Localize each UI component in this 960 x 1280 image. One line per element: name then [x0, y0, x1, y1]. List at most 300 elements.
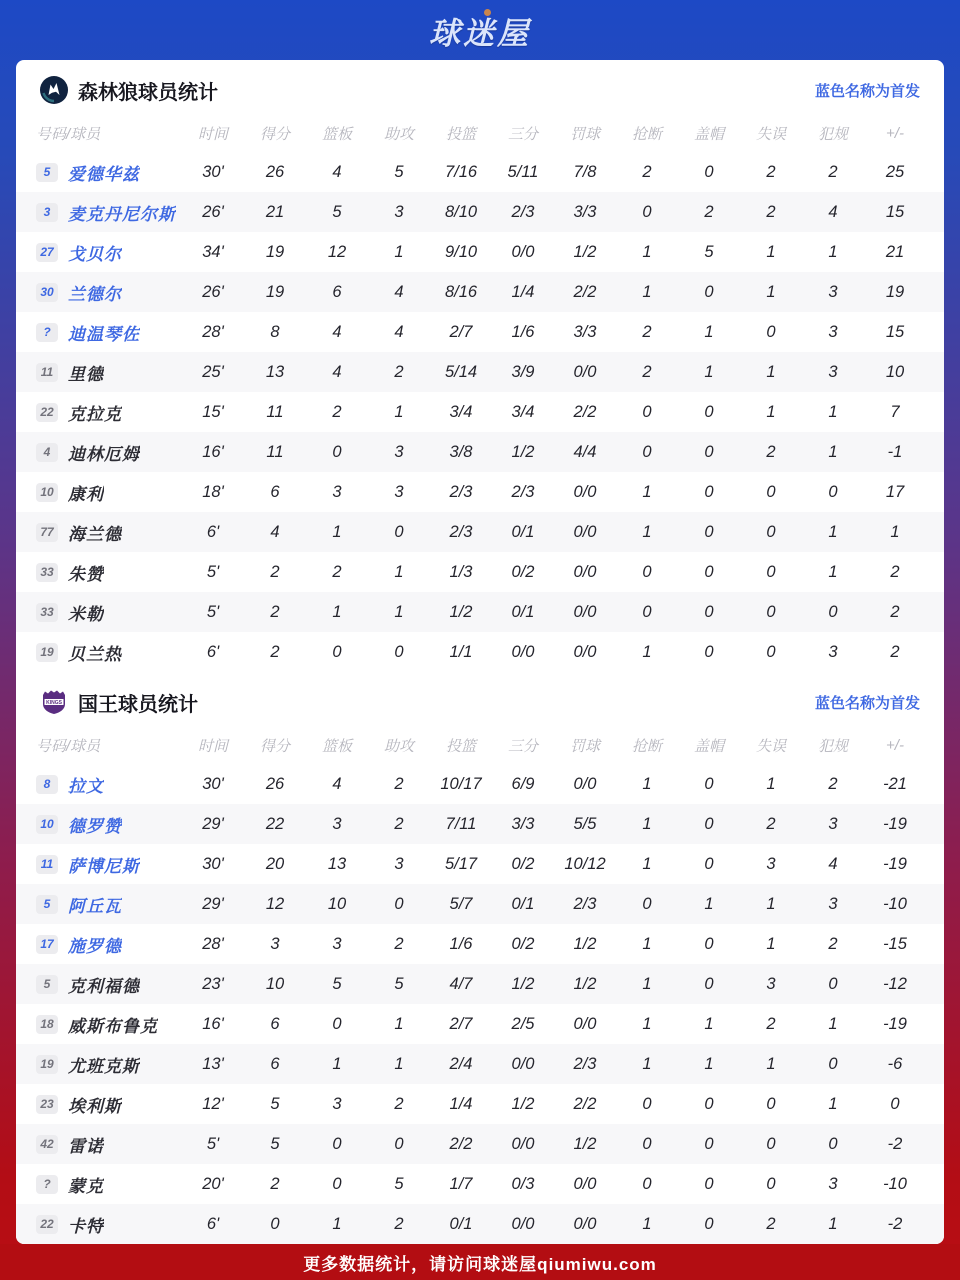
stat-cell: 1 [704, 894, 714, 913]
stat-cell: 1 [642, 482, 652, 501]
stat-cell: 3 [828, 322, 838, 341]
stat-cell: 20' [202, 1174, 224, 1193]
table-row [16, 392, 944, 432]
stat-cell: 10/12 [564, 854, 606, 873]
site-logo [429, 8, 531, 53]
stat-cell: 3 [828, 362, 838, 381]
player-cell [36, 560, 182, 585]
logo-accent-dot [484, 9, 491, 16]
stat-cell: 2/3 [449, 522, 473, 541]
stat-cell: 26 [265, 162, 285, 181]
stat-cell: 7/16 [444, 162, 478, 181]
stat-cell: 5 [394, 974, 404, 993]
stat-cell: 3/3 [573, 322, 597, 341]
stat-cell: 0 [642, 562, 652, 581]
table-row [16, 432, 944, 472]
stat-cell: 1 [766, 934, 776, 953]
player-cell [36, 1052, 182, 1077]
stat-cell: 0/0 [511, 242, 535, 261]
stat-cell: 1 [828, 1214, 838, 1233]
table-row [16, 1164, 944, 1204]
stat-cell: -2 [887, 1134, 903, 1153]
stat-cell: 3 [394, 442, 404, 461]
stat-cell: 4 [394, 282, 404, 301]
jersey-number-badge: 17 [36, 935, 58, 954]
player-name[interactable]: 米勒 [68, 604, 104, 624]
column-header: 抢断 [631, 125, 662, 143]
stat-cell: 1/2 [573, 974, 597, 993]
stat-cell: 5 [270, 1134, 280, 1153]
stat-cell: -10 [883, 894, 907, 913]
stat-cell: 0 [642, 602, 652, 621]
jersey-number-badge: 77 [36, 523, 58, 542]
stat-cell: 3 [766, 854, 776, 873]
column-header: 时间 [197, 125, 228, 143]
stat-cell: 0 [766, 562, 776, 581]
stat-cell: 0 [332, 1134, 342, 1153]
stat-cell: 15' [202, 402, 224, 421]
stat-cell: 5/14 [444, 362, 478, 381]
stat-cell: 0/0 [573, 362, 597, 381]
stat-cell: 2 [766, 1214, 776, 1233]
stat-cell: 1/6 [449, 934, 473, 953]
stat-cell: 1/2 [511, 1094, 535, 1113]
stat-cell: 0 [766, 322, 776, 341]
stat-cell: 2 [766, 202, 776, 221]
stat-cell: 0/0 [573, 522, 597, 541]
player-name[interactable]: 蒙克 [68, 1176, 104, 1196]
player-name[interactable]: 雷诺 [68, 1136, 104, 1156]
stat-cell: 1 [828, 442, 838, 461]
stat-cell: 0 [394, 642, 404, 661]
table-row [16, 764, 944, 804]
stat-cell: 1 [766, 402, 776, 421]
column-header: 号码/球员 [36, 737, 101, 755]
stat-cell: 0 [828, 482, 838, 501]
table-row [16, 352, 944, 392]
stat-cell: 1/3 [449, 562, 473, 581]
stat-cell: 28' [202, 934, 224, 953]
jersey-number-badge: 27 [36, 243, 58, 262]
stat-cell: 0 [828, 1134, 838, 1153]
stat-cell: 16' [202, 1014, 224, 1033]
table-row [16, 1004, 944, 1044]
player-cell [36, 280, 182, 305]
stat-cell: 1 [828, 522, 838, 541]
column-header: 助攻 [383, 125, 414, 143]
stat-cell: 11 [266, 442, 284, 461]
jersey-number-badge: 10 [36, 483, 58, 502]
table-row [16, 1044, 944, 1084]
stat-cell: 2/2 [573, 1094, 597, 1113]
stat-cell: 12 [265, 894, 285, 913]
stat-cell: 1 [766, 894, 776, 913]
stat-cell: 6' [206, 522, 220, 541]
site-logo-text: 球迷屋 [429, 15, 531, 51]
stat-cell: 0 [332, 1014, 342, 1033]
player-name[interactable]: 里德 [68, 364, 104, 384]
stat-cell: 5 [332, 202, 342, 221]
stat-cell: 29' [202, 894, 224, 913]
player-name[interactable]: 朱赞 [68, 564, 104, 584]
jersey-number-badge: 5 [36, 895, 58, 914]
player-cell [36, 200, 182, 225]
player-name[interactable]: 迪温琴佐 [68, 324, 140, 344]
stat-cell: 0/1 [511, 602, 535, 621]
player-name[interactable]: 萨博尼斯 [68, 856, 140, 876]
stat-cell: 3 [332, 1094, 342, 1113]
jersey-number-badge: 33 [36, 563, 58, 582]
stat-cell: 5/7 [449, 894, 473, 913]
player-name[interactable]: 威斯布鲁克 [68, 1016, 158, 1036]
stat-cell: 0/0 [573, 774, 597, 793]
stat-cell: 12' [202, 1094, 224, 1113]
jersey-number-badge: 8 [36, 775, 58, 794]
stat-cell: 0 [642, 1094, 652, 1113]
stat-cell: 1/2 [573, 242, 597, 261]
stat-cell: 0 [704, 522, 714, 541]
jersey-number-badge: 30 [36, 283, 58, 302]
column-header-row [16, 114, 944, 152]
player-name[interactable]: 爱德华兹 [68, 164, 140, 184]
stat-cell: -6 [887, 1054, 903, 1073]
stat-cell: -19 [883, 1014, 907, 1033]
stat-cell: 18' [202, 482, 224, 501]
stat-cell: 1/4 [511, 282, 535, 301]
stat-cell: 1 [394, 1054, 404, 1073]
column-header: 得分 [259, 737, 290, 755]
top-header-bar [0, 0, 960, 60]
player-name[interactable]: 卡特 [68, 1216, 104, 1236]
column-header: 犯规 [817, 737, 848, 755]
stat-cell: 1/2 [573, 934, 597, 953]
stat-cell: 0 [394, 522, 404, 541]
stat-cell: 1 [394, 242, 404, 261]
stat-cell: 25' [202, 362, 224, 381]
stat-cell: 0 [704, 1134, 714, 1153]
stat-cell: 2/5 [511, 1014, 535, 1033]
stat-cell: 3 [828, 814, 838, 833]
jersey-number-badge: 42 [36, 1135, 58, 1154]
timberwolves-logo-icon [40, 76, 68, 104]
stat-cell: 21 [885, 242, 905, 261]
jersey-number-badge: 19 [36, 1055, 58, 1074]
stat-cell: 0 [766, 482, 776, 501]
stat-cell: 3 [332, 814, 342, 833]
stat-cell: 6 [270, 482, 280, 501]
stat-cell: 1 [642, 1054, 652, 1073]
player-name[interactable]: 阿丘瓦 [68, 896, 122, 916]
stat-cell: 1 [642, 854, 652, 873]
stat-cell: 7/8 [573, 162, 597, 181]
stat-cell: 0 [332, 642, 342, 661]
column-header: 犯规 [817, 125, 848, 143]
stat-cell: 30' [202, 162, 224, 181]
stat-cell: 8/16 [444, 282, 478, 301]
player-name[interactable]: 施罗德 [68, 936, 122, 956]
column-header: 时间 [197, 737, 228, 755]
starter-legend: 蓝色名称为首发 [814, 82, 920, 100]
stat-cell: 1 [642, 522, 652, 541]
stat-cell: 1 [828, 242, 838, 261]
stat-cell: 1 [828, 562, 838, 581]
stat-cell: 3 [394, 202, 404, 221]
stat-cell: 26' [202, 282, 224, 301]
section-header [16, 60, 944, 114]
stat-cell: 5/17 [444, 854, 478, 873]
stat-cell: 0 [704, 562, 714, 581]
jersey-number-badge: 10 [36, 815, 58, 834]
stat-cell: 3/4 [449, 402, 473, 421]
stat-cell: 3 [270, 934, 280, 953]
stat-cell: 1 [332, 522, 342, 541]
stat-cell: 1 [704, 1054, 714, 1073]
player-name[interactable]: 兰德尔 [68, 284, 122, 304]
stat-cell: 2 [270, 642, 280, 661]
player-name[interactable]: 麦克丹尼尔斯 [68, 204, 176, 224]
stat-cell: 0 [704, 854, 714, 873]
stat-cell: 2 [270, 1174, 280, 1193]
column-header: 得分 [259, 125, 290, 143]
stat-cell: 0 [704, 282, 714, 301]
stat-cell: 0/1 [449, 1214, 473, 1233]
stat-cell: 7 [890, 402, 900, 421]
jersey-number-badge: ? [36, 1175, 58, 1194]
stat-cell: 3/3 [511, 814, 535, 833]
stat-cell: 10/17 [440, 774, 482, 793]
stat-cell: 1 [332, 602, 342, 621]
player-cell [36, 320, 182, 345]
stat-cell: 3 [828, 894, 838, 913]
stat-cell: 0/2 [511, 934, 535, 953]
stat-cell: 2 [890, 642, 900, 661]
player-rows [16, 764, 944, 1244]
footer-text: 更多数据统计，请访问球迷屋qiumiwu.com [303, 1254, 657, 1274]
stat-cell: 34' [202, 242, 224, 261]
stat-cell: 3 [394, 482, 404, 501]
stat-cell: 0 [766, 1174, 776, 1193]
stat-cell: 3/4 [511, 402, 535, 421]
player-name[interactable]: 拉文 [68, 776, 104, 796]
player-cell [36, 240, 182, 265]
stat-cell: -10 [883, 1174, 907, 1193]
stat-cell: 6' [206, 1214, 220, 1233]
stat-cell: 1 [394, 402, 404, 421]
stat-cell: -1 [887, 442, 903, 461]
player-name[interactable]: 埃利斯 [68, 1096, 122, 1116]
stat-cell: 6 [332, 282, 342, 301]
stat-cell: 1 [642, 1014, 652, 1033]
stat-cell: 3 [828, 282, 838, 301]
player-name[interactable]: 克利福德 [68, 976, 140, 996]
stat-cell: 23' [202, 974, 224, 993]
column-header: 助攻 [383, 737, 414, 755]
stat-cell: 1 [332, 1214, 342, 1233]
stat-cell: 2 [394, 362, 404, 381]
stat-cell: 2 [828, 934, 838, 953]
stat-cell: 2 [270, 602, 280, 621]
stat-cell: 0/0 [511, 642, 535, 661]
stat-cell: 0 [828, 602, 838, 621]
column-header: 盖帽 [693, 737, 724, 755]
player-name[interactable]: 戈贝尔 [68, 244, 122, 264]
stat-cell: 11 [266, 402, 284, 421]
stat-cell: 5 [394, 162, 404, 181]
player-cell [36, 1172, 182, 1197]
stat-cell: 3 [332, 934, 342, 953]
player-name[interactable]: 德罗赞 [68, 816, 122, 836]
stat-cell: 4/4 [573, 442, 597, 461]
stat-cell: 0 [890, 1094, 900, 1113]
player-cell [36, 892, 182, 917]
stat-cell: 0/2 [511, 562, 535, 581]
section-kings [16, 672, 944, 1244]
player-cell [36, 1132, 182, 1157]
stat-cell: 1 [766, 362, 776, 381]
stat-cell: 4 [332, 322, 342, 341]
stat-cell: 6' [206, 642, 220, 661]
stat-cell: 2/3 [573, 1054, 597, 1073]
stat-cell: 21 [265, 202, 285, 221]
stat-cell: 1/2 [573, 1134, 597, 1153]
stat-cell: 0 [704, 934, 714, 953]
column-header: 三分 [507, 737, 538, 755]
stat-cell: 2/3 [573, 894, 597, 913]
player-name[interactable]: 海兰德 [68, 524, 122, 544]
stat-cell: 26 [265, 774, 285, 793]
player-name[interactable]: 克拉克 [68, 404, 122, 424]
player-cell [36, 852, 182, 877]
player-cell [36, 1092, 182, 1117]
stat-cell: 0 [704, 814, 714, 833]
player-cell [36, 1212, 182, 1237]
stat-cell: 2 [642, 362, 652, 381]
stat-cell: 2/2 [573, 402, 597, 421]
column-header: +/- [886, 124, 904, 142]
table-row [16, 964, 944, 1004]
stat-cell: 1/2 [511, 442, 535, 461]
player-cell [36, 640, 182, 665]
stat-cell: 4 [332, 362, 342, 381]
stat-cell: 13 [327, 854, 347, 873]
table-row [16, 272, 944, 312]
stat-cell: 28' [202, 322, 224, 341]
stat-cell: 0 [332, 442, 342, 461]
jersey-number-badge: 19 [36, 643, 58, 662]
player-name[interactable]: 康利 [68, 484, 104, 504]
column-header: 投篮 [445, 125, 476, 143]
column-header: +/- [886, 736, 904, 754]
player-rows [16, 152, 944, 672]
player-name[interactable]: 迪林厄姆 [68, 444, 140, 464]
stat-cell: 1/1 [449, 642, 473, 661]
stat-cell: 1 [642, 642, 652, 661]
stat-cell: 0 [766, 1134, 776, 1153]
stat-cell: 0/0 [573, 1174, 597, 1193]
column-header: 失误 [755, 737, 786, 755]
stat-cell: 5 [270, 1094, 280, 1113]
stat-cell: 1 [704, 362, 714, 381]
stat-cell: 2 [332, 402, 342, 421]
jersey-number-badge: 18 [36, 1015, 58, 1034]
stat-cell: 1 [332, 1054, 342, 1073]
stat-cell: 1 [890, 522, 900, 541]
table-row [16, 592, 944, 632]
stat-cell: 2 [766, 814, 776, 833]
jersey-number-badge: 22 [36, 403, 58, 422]
stat-cell: 0 [332, 1174, 342, 1193]
player-cell [36, 520, 182, 545]
stat-cell: 1 [642, 814, 652, 833]
stat-cell: 0 [704, 1214, 714, 1233]
table-row [16, 1204, 944, 1244]
stat-cell: 0/0 [573, 1214, 597, 1233]
stat-cell: 6/9 [511, 774, 535, 793]
section-header [16, 672, 944, 726]
stat-cell: -15 [883, 934, 907, 953]
stat-cell: 1 [642, 974, 652, 993]
stat-cell: 25 [885, 162, 905, 181]
stat-cell: -19 [883, 814, 907, 833]
stat-cell: -21 [883, 774, 907, 793]
stat-cell: 15 [885, 202, 905, 221]
column-header: 号码/球员 [36, 125, 101, 143]
stats-card [16, 60, 944, 1244]
stat-cell: 0 [828, 974, 838, 993]
stat-cell: 2 [890, 602, 900, 621]
section-timberwolves [16, 60, 944, 672]
stat-cell: 4 [332, 162, 342, 181]
stat-cell: 1/6 [511, 322, 535, 341]
stat-cell: 1 [394, 1014, 404, 1033]
player-cell [36, 160, 182, 185]
stat-cell: 3/8 [449, 442, 473, 461]
player-cell [36, 400, 182, 425]
stat-cell: 2 [828, 774, 838, 793]
table-row [16, 152, 944, 192]
stat-cell: 2 [642, 162, 652, 181]
stat-cell: 0 [394, 894, 404, 913]
stat-cell: 9/10 [444, 242, 478, 261]
table-row [16, 1084, 944, 1124]
table-row [16, 632, 944, 672]
stat-cell: 8/10 [444, 202, 478, 221]
stat-cell: 4/7 [449, 974, 473, 993]
stat-cell: 1 [642, 774, 652, 793]
stat-cell: 12 [327, 242, 347, 261]
stat-cell: 15 [885, 322, 905, 341]
section-title: 森林狼球员统计 [78, 81, 218, 104]
jersey-number-badge: 5 [36, 975, 58, 994]
stat-cell: -12 [883, 974, 907, 993]
column-header: 篮板 [321, 125, 352, 143]
stat-cell: 4 [394, 322, 404, 341]
stat-cell: 4 [828, 854, 838, 873]
stat-cell: 1 [766, 774, 776, 793]
stat-cell: 1 [642, 282, 652, 301]
stat-cell: 0 [766, 602, 776, 621]
jersey-number-badge: 5 [36, 163, 58, 182]
player-name[interactable]: 贝兰热 [68, 644, 122, 664]
table-row [16, 552, 944, 592]
player-name[interactable]: 尤班克斯 [68, 1056, 140, 1076]
stat-cell: 0 [704, 1094, 714, 1113]
stat-cell: 1 [394, 602, 404, 621]
stat-cell: 0 [704, 442, 714, 461]
stat-cell: 19 [885, 282, 905, 301]
player-cell [36, 772, 182, 797]
stat-cell: 22 [265, 814, 285, 833]
